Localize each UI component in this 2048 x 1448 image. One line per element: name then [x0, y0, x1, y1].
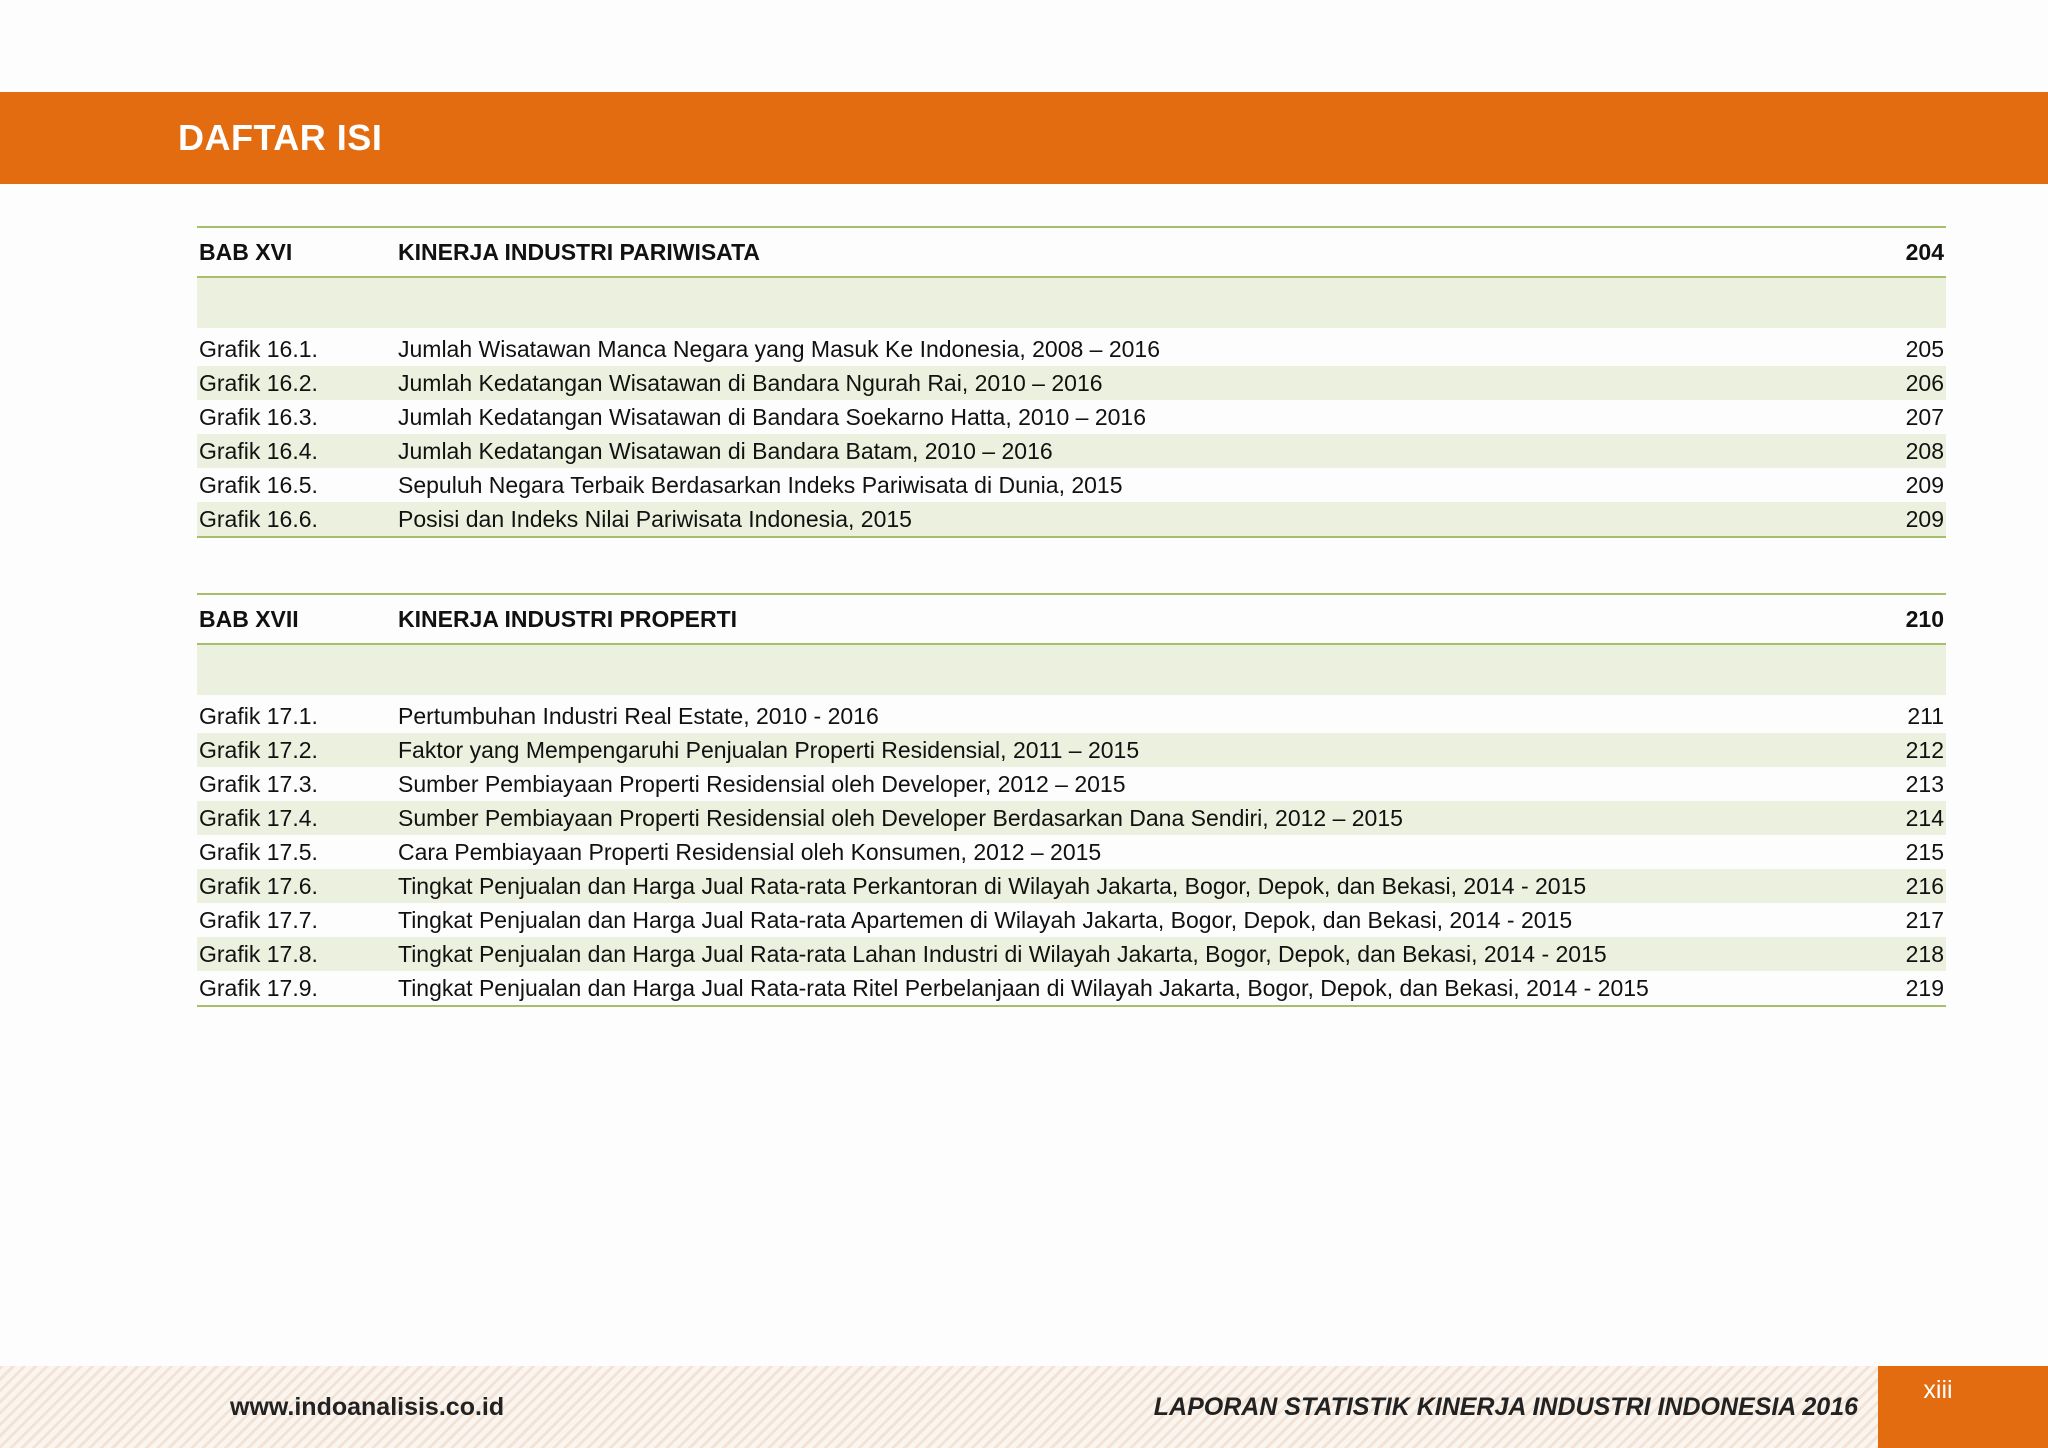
toc-section-bab-xvii — [197, 593, 1946, 1007]
entry-label: Grafik 17.2. — [199, 737, 318, 763]
page-title: DAFTAR ISI — [178, 117, 383, 158]
entry-label: Grafik 17.6. — [199, 873, 318, 899]
toc-entry[interactable] — [197, 366, 1946, 400]
entry-title: Pertumbuhan Industri Real Estate, 2010 - 2016 — [398, 703, 879, 729]
entry-page: 219 — [1905, 975, 1944, 1001]
entry-page: 218 — [1905, 941, 1944, 967]
page-number: xiii — [1923, 1376, 1953, 1404]
toc-entry[interactable] — [197, 903, 1946, 937]
footer-report-title: LAPORAN STATISTIK KINERJA INDUSTRI INDONESIA 2016 — [1153, 1393, 1858, 1421]
entry-label: Grafik 17.3. — [199, 771, 318, 797]
toc-entry[interactable] — [197, 971, 1946, 1005]
entry-label: Grafik 16.4. — [199, 438, 318, 464]
entry-title: Tingkat Penjualan dan Harga Jual Rata-rata Perkantoran di Wilayah Jakarta, Bogor, Depok, dan Bekasi, 2014 - 2015 — [398, 873, 1587, 899]
section-code: BAB XVII — [199, 606, 299, 632]
entry-page: 217 — [1905, 907, 1944, 933]
page-number-box — [1878, 1366, 2048, 1448]
entry-page: 209 — [1905, 472, 1944, 498]
toc-entry[interactable] — [197, 733, 1946, 767]
entry-page: 214 — [1905, 805, 1944, 831]
section-title: KINERJA INDUSTRI PARIWISATA — [398, 239, 761, 265]
entry-title: Faktor yang Mempengaruhi Penjualan Properti Residensial, 2011 – 2015 — [398, 737, 1140, 763]
entry-page: 216 — [1905, 873, 1944, 899]
entry-page: 208 — [1905, 438, 1944, 464]
entry-label: Grafik 16.5. — [199, 472, 318, 498]
spacer-row — [197, 278, 1946, 328]
entry-label: Grafik 16.6. — [199, 506, 318, 532]
entry-title: Jumlah Kedatangan Wisatawan di Bandara Batam, 2010 – 2016 — [398, 438, 1053, 464]
entry-title: Sepuluh Negara Terbaik Berdasarkan Indeks Pariwisata di Dunia, 2015 — [398, 472, 1123, 498]
toc-list — [197, 699, 1946, 1007]
toc-entry[interactable] — [197, 937, 1946, 971]
entry-title: Tingkat Penjualan dan Harga Jual Rata-rata Ritel Perbelanjaan di Wilayah Jakarta, Bogor, Depok, dan Bekasi, 2014 - 2015 — [398, 975, 1649, 1001]
entry-label: Grafik 17.9. — [199, 975, 318, 1001]
entry-title: Sumber Pembiayaan Properti Residensial oleh Developer Berdasarkan Dana Sendiri, 2012 – 2015 — [398, 805, 1403, 831]
section-title: KINERJA INDUSTRI PROPERTI — [398, 606, 738, 632]
entry-title: Tingkat Penjualan dan Harga Jual Rata-rata Apartemen di Wilayah Jakarta, Bogor, Depok, dan Bekasi, 2014 - 2015 — [398, 907, 1573, 933]
entry-title: Sumber Pembiayaan Properti Residensial oleh Developer, 2012 – 2015 — [398, 771, 1126, 797]
entry-page: 213 — [1905, 771, 1944, 797]
entry-label: Grafik 16.3. — [199, 404, 318, 430]
section-page: 204 — [1905, 239, 1944, 265]
entry-page: 215 — [1905, 839, 1944, 865]
section-page: 210 — [1905, 606, 1944, 632]
header-band — [0, 92, 2048, 184]
footer-band — [0, 1366, 1878, 1448]
entry-label: Grafik 17.5. — [199, 839, 318, 865]
toc-entry[interactable] — [197, 400, 1946, 434]
section-heading — [197, 226, 1946, 278]
entry-page: 207 — [1905, 404, 1944, 430]
entry-label: Grafik 16.1. — [199, 336, 318, 362]
toc-section-bab-xvi — [197, 226, 1946, 538]
entry-page: 209 — [1905, 506, 1944, 532]
entry-page: 212 — [1905, 737, 1944, 763]
section-code: BAB XVI — [199, 239, 293, 265]
entry-label: Grafik 17.8. — [199, 941, 318, 967]
entry-page: 205 — [1905, 336, 1944, 362]
entry-title: Jumlah Kedatangan Wisatawan di Bandara Ngurah Rai, 2010 – 2016 — [398, 370, 1103, 396]
entry-label: Grafik 17.1. — [199, 703, 318, 729]
entry-title: Cara Pembiayaan Properti Residensial oleh Konsumen, 2012 – 2015 — [398, 839, 1102, 865]
toc-entry[interactable] — [197, 699, 1946, 733]
entry-page: 211 — [1907, 703, 1944, 729]
toc-entry[interactable] — [197, 801, 1946, 835]
entry-page: 206 — [1905, 370, 1944, 396]
entry-label: Grafik 17.7. — [199, 907, 318, 933]
toc-entry[interactable] — [197, 767, 1946, 801]
toc-entry[interactable] — [197, 434, 1946, 468]
section-heading — [197, 593, 1946, 645]
entry-label: Grafik 16.2. — [199, 370, 318, 396]
entry-title: Posisi dan Indeks Nilai Pariwisata Indonesia, 2015 — [398, 506, 912, 532]
toc-entry[interactable] — [197, 332, 1946, 366]
entry-label: Grafik 17.4. — [199, 805, 318, 831]
toc-entry[interactable] — [197, 468, 1946, 502]
toc-list — [197, 332, 1946, 538]
toc-entry[interactable] — [197, 502, 1946, 536]
footer-url-link[interactable]: www.indoanalisis.co.id — [230, 1393, 505, 1421]
entry-title: Tingkat Penjualan dan Harga Jual Rata-rata Lahan Industri di Wilayah Jakarta, Bogor, Depok, dan Bekasi, 2014 - 2015 — [398, 941, 1607, 967]
toc-entry[interactable] — [197, 835, 1946, 869]
toc-entry[interactable] — [197, 869, 1946, 903]
spacer-row — [197, 645, 1946, 695]
entry-title: Jumlah Kedatangan Wisatawan di Bandara Soekarno Hatta, 2010 – 2016 — [398, 404, 1147, 430]
entry-title: Jumlah Wisatawan Manca Negara yang Masuk Ke Indonesia, 2008 – 2016 — [398, 336, 1161, 362]
